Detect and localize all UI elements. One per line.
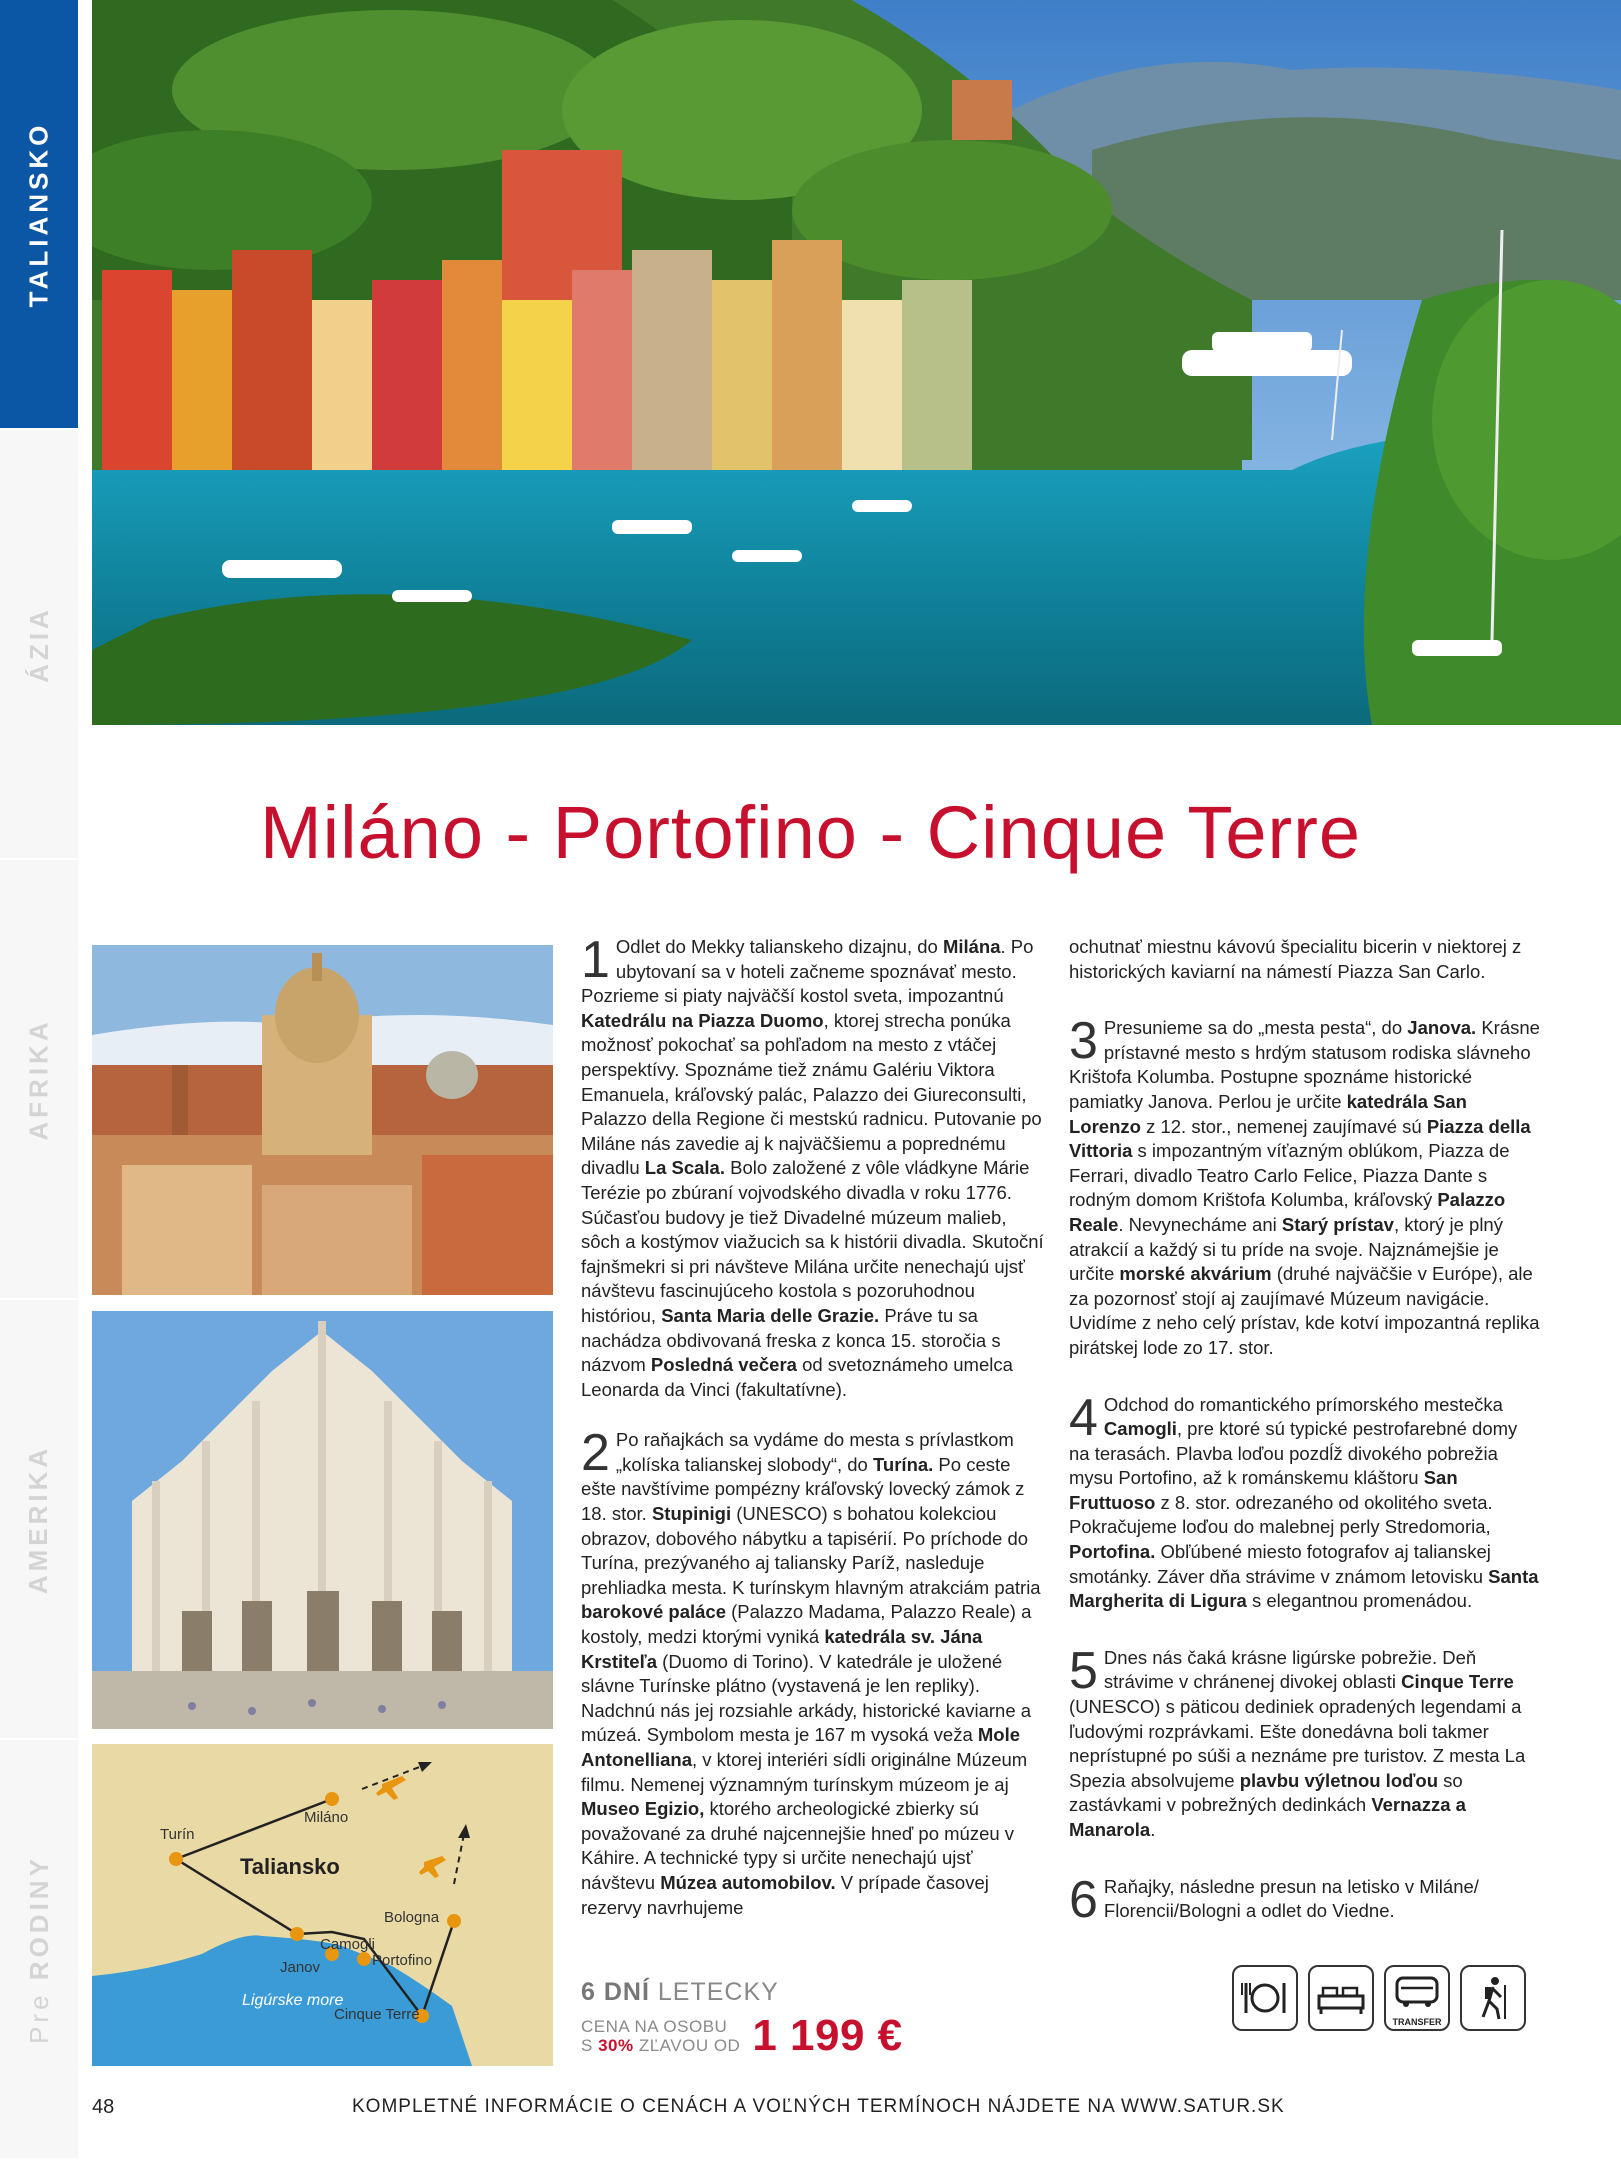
hero-photo-portofino (92, 0, 1621, 725)
itinerary-day (1069, 1870, 1541, 1929)
footer-info: KOMPLETNÉ INFORMÁCIE O CENÁCH A VOĽNÝCH TERMÍNOCH NÁJDETE NA WWW.SATUR.SK (352, 2096, 1285, 2117)
trip-duration (581, 1978, 1181, 2007)
price-row (581, 2011, 1181, 2061)
day-number: 4 (1069, 1388, 1098, 1447)
map-city-label: Bologna (384, 1909, 440, 1926)
day-number: 2 (581, 1424, 610, 1483)
map-city-label: Janov (280, 1959, 321, 1976)
day-number: 1 (581, 931, 610, 989)
duration-mode: LETECKY (657, 1978, 779, 2006)
page-number: 48 (92, 2096, 115, 2118)
page-title: Miláno - Portofino - Cinque Terre (259, 791, 1361, 874)
transfer-bus-icon (1384, 1965, 1450, 2031)
service-icons (1232, 1965, 1526, 2031)
itinerary-day (581, 1424, 1047, 1920)
tab-label: AMERIKA (23, 1444, 54, 1594)
day-text: Odlet do Mekky talianskeho dizajnu, do Milána. Po ubytovaní sa v hoteli začneme spoznávať mesto. Pozrieme si piaty najväčší kostol sveta, impozantnú Katedrálu na Piazza Duomo, ktorej strecha ponúka možnosť pokochať sa pohľadom na mesto z vtáčej perspektívy. Spoznáme tiež známu Galériu Viktora Emanuela, kráľovský palác, Palazzo dei Giureconsulti, Palazzo della Regione či mestskú radnicu. Putovanie po Miláne nás zavedie aj k najväčšiemu a poprednému divadlu La Scala. Bolo založené z vôle vládkyne Márie Terézie po zbúraní vojvodského divadla v roku 1776. Súčasťou budovy je tiež Divadelné múzeum malieb, sôch a kostýmov viažucich sa k histórii divadla. Skutoční fajnšmekri si pri návšteve Milána určite nenechajú ujsť návštevu fascinujúceho kostola s pozoruhodnou históriou, Santa Maria delle Grazie. Práve tu sa nachádza obdivovaná freska z konca 15. storočia s názvom Posledná večera od svetoznámeho umelca Leonarda da Vinci (fakultatívne). (581, 936, 1044, 1400)
day-2-continued-text: ochutnať miestnu kávovú špecialitu bicerin v niektorej z historických kaviarní na námestí Piazza San Carlo. (1069, 936, 1522, 982)
day-number: 6 (1069, 1870, 1098, 1929)
price-label (581, 2017, 740, 2055)
hiking-icon (1460, 1965, 1526, 2031)
photo-turin (92, 945, 553, 1295)
day-text: Raňajky, následne presun na letisko v Miláne/ Florencii/Bologni a odlet do Viedne. (1103, 1875, 1479, 1922)
price-block (581, 1978, 1181, 2061)
itinerary-day (1069, 1388, 1541, 1614)
map-city-label: Camogli (320, 1936, 376, 1953)
day-number: 5 (1069, 1641, 1098, 1700)
tab-prefix: Pre (23, 1990, 54, 2044)
map-city-label: Miláno (304, 1809, 349, 1826)
tab-label-main: RODINY (23, 1854, 54, 1980)
itinerary-column-1 (581, 931, 1047, 1942)
map-sea-label: Ligúrske more (242, 1992, 344, 2009)
map-city-label: Turín (160, 1826, 195, 1843)
bed-icon (1308, 1965, 1374, 2031)
route-map (92, 1744, 553, 2066)
tab-taliansko[interactable] (0, 0, 78, 430)
tab-label: ÁZIA (23, 605, 54, 683)
itinerary-day (1069, 1641, 1541, 1843)
map-country-label: Taliansko (240, 1854, 340, 1879)
day-number: 3 (1069, 1012, 1098, 1071)
map-city-label: Cinque Terre (334, 2006, 420, 2023)
itinerary-day (1069, 1012, 1541, 1360)
price-label-prefix: S (581, 2036, 593, 2055)
price-label-line2 (581, 2036, 740, 2055)
tab-label (24, 1855, 55, 2044)
itinerary-column-2 (1069, 935, 1541, 1946)
day-text: Presunieme sa do „mesta pesta“, do Janova. Krásne prístavné mesto s hrdým statusom rodiska slávneho Krištofa Kolumba. Postupne spoznáme historické pamiatky Janova. Perlou je určite katedrála San Lorenzo z 12. stor., nemenej zaujímavé sú Piazza della Vittoria s impozantným víťazným oblúkom, Piazza de Ferrari, divadlo Teatro Carlo Felice, Piazza Dante s rodným domom Krištofa Kolumba, kráľovský Palazzo Reale. Nevynecháme ani Starý prístav, ktorý je plný atrakcií a každý si tu príde na svoje. Najznámejšie je určite morské akvárium (druhé najväčšie v Európe), ale za pozornosť stojí aj zaujímavé Múzeum navigácie. Uvidíme z neho celý prístav, kde kotví impozantná replika pirátskej lode zo 17. stor. (1069, 1017, 1540, 1358)
day-text: Po raňajkách sa vydáme do mesta s prívlastkom „kolíska talianskej slobody“, do Turína. Po ceste ešte navštívime pompézny kráľovský lovecký zámok z 18. stor. Stupinigi (UNESCO) s bohatou kolekciou obrazov, dobového nábytku a tapisérií. Po príchode do Turína, prezývaného aj taliansky Paríž, nasleduje prehliadka mesta. K turínskym hlavným atrakciám patria barokové paláce (Palazzo Madama, Palazzo Reale) a kostoly, medzi ktorými vyniká katedrála sv. Jána Krstiteľa (Duomo di Torino). V katedrále je uložené slávne Turínske plátno (vystavená je len repliky). Nadchnú nás jej rozsiahle arkády, historické kaviarne a múzeá. Symbolom mesta je 167 m vysoká veža Mole Antonelliana, v ktorej interiéri sídli originálne Múzeum filmu. Nemenej významným turínskym múzeom je aj Museo Egizio, ktorého archeologické zbierky sú považované za druhé najcennejšie hneď po múzeu v Káhire. A technické typy si určite nenechajú ujsť návštevu Múzea automobilov. V prípade časovej rezervy navrhujeme (581, 1429, 1041, 1918)
tab-afrika[interactable] (0, 860, 78, 1300)
day-text: Odchod do romantického prímorského mestečka Camogli, pre ktoré sú typické pestrofarebné domy na terasách. Plavba loďou pozdĺž divokého pobrežia mysu Portofino, až k románskemu kláštoru San Fruttuoso z 8. stor. odrezaného od okolitého sveta. Pokračujeme loďou do malebnej perly Stredomoria, Portofina. Obľúbené miesto fotografov aj talianskej smotánky. Záver dňa strávime v známom letovisku Santa Margherita di Ligura s elegantnou promenádou. (1069, 1393, 1539, 1612)
price-label-line1: CENA NA OSOBU (581, 2017, 728, 2036)
tab-amerika[interactable] (0, 1300, 78, 1740)
meals-icon (1232, 1965, 1298, 2031)
transfer-label: TRANSFER (1392, 2017, 1442, 2027)
discount-value: 30% (598, 2036, 634, 2055)
duration-days: 6 DNÍ (581, 1978, 650, 2006)
tab-label: TALIANSKO (23, 121, 54, 307)
map-city-label: Portofino (372, 1952, 433, 1969)
side-navigation (0, 0, 78, 2160)
itinerary-day (581, 931, 1047, 1402)
photo-milan-cathedral (92, 1311, 553, 1729)
day-text: Dnes nás čaká krásne ligúrske pobrežie. Deň strávime v chránenej divokej oblasti Cinque Terre (UNESCO) s päticou dediniek opradených legendami a ľudovými rozprávkami. Ešte donedávna boli takmer neprístupné po súši a neznáme pre turistov. Z mesta La Spezia absolvujeme plavbu výletnou loďou so zastávkami v pobrežných dedinkách Vernazza a Manarola. (1069, 1646, 1526, 1840)
tab-pre-rodiny[interactable] (0, 1740, 78, 2160)
price-value: 1 199 € (752, 2011, 903, 2060)
tab-label: AFRIKA (23, 1017, 54, 1141)
price-label-suffix: ZĽAVOU OD (638, 2036, 741, 2055)
